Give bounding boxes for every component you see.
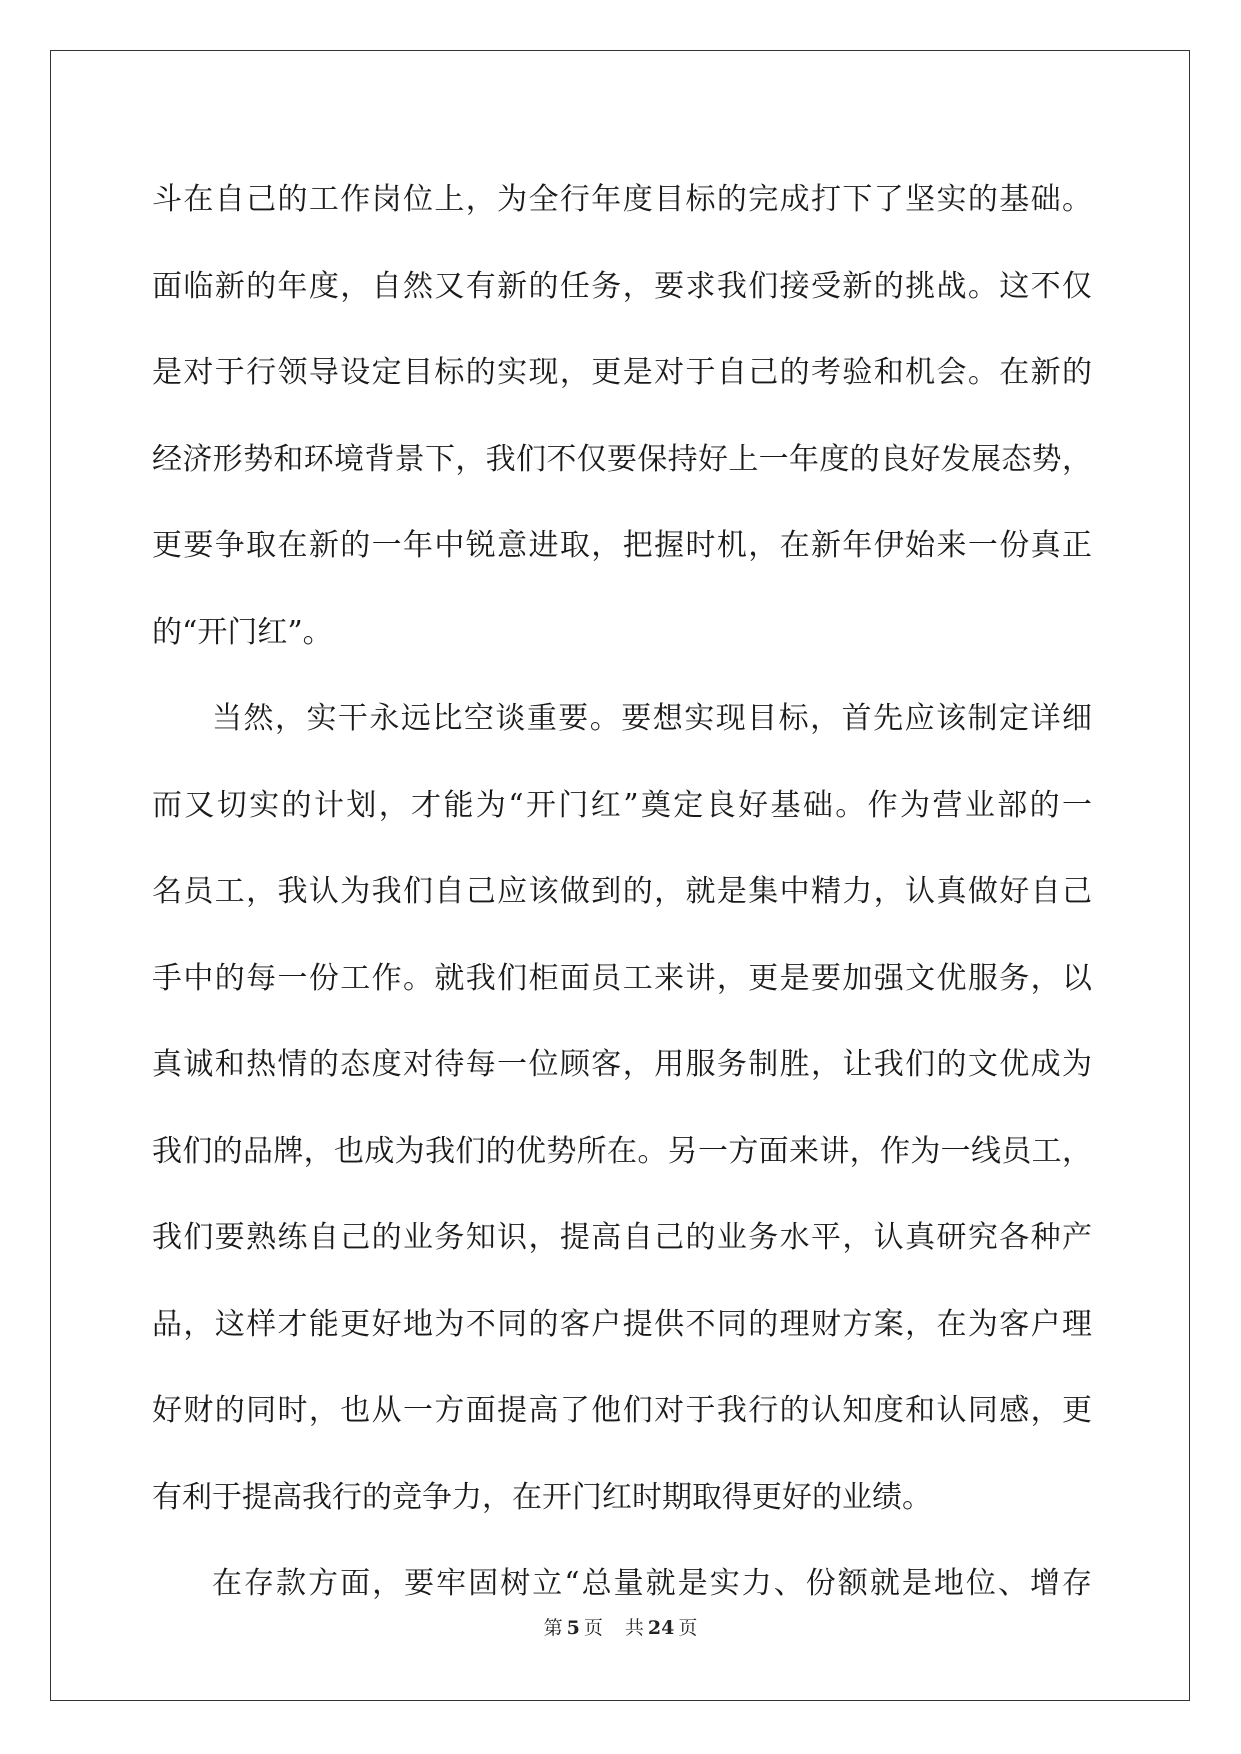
total-prefix: 共 — [624, 1617, 644, 1639]
text-line: 经济形势和环境背景下，我们不仅要保持好上一年度的良好发展态势， — [152, 441, 1092, 477]
text-line: 手中的每一份工作。就我们柜面员工来讲，更是要加强文优服务，以 — [152, 960, 1092, 996]
page-suffix: 页 — [583, 1617, 603, 1639]
text-line: 而又切实的计划，才能为“开门红”奠定良好基础。作为营业部的一 — [152, 787, 1092, 823]
text-line: 斗在自己的工作岗位上，为全行年度目标的完成打下了坚实的基础。 — [152, 182, 1092, 217]
text-line: 更要争取在新的一年中锐意进取，把握时机，在新年伊始来一份真正 — [152, 528, 1092, 563]
document-body — [152, 170, 1092, 1641]
text-line: 我们的品牌，也成为我们的优势所在。另一方面来讲，作为一线员工， — [152, 1133, 1092, 1169]
text-line: 在存款方面，要牢固树立“总量就是实力、份额就是地位、增存 — [212, 1566, 1092, 1601]
text-line: 的“开门红”。 — [152, 614, 333, 650]
total-pages: 24 — [647, 1617, 675, 1639]
text-line: 品，这样才能更好地为不同的客户提供不同的理财方案，在为客户理 — [152, 1306, 1092, 1342]
text-line: 名员工，我认为我们自己应该做到的，就是集中精力，认真做好自己 — [152, 874, 1092, 909]
page-footer — [0, 1613, 1241, 1640]
text-line: 真诚和热情的态度对待每一位顾客，用服务制胜，让我们的文优成为 — [152, 1047, 1092, 1082]
text-line: 有利于提高我行的竞争力，在开门红时期取得更好的业绩。 — [152, 1479, 932, 1515]
text-line: 是对于行领导设定目标的实现，更是对于自己的考验和机会。在新的 — [152, 355, 1092, 390]
page-prefix: 第 — [543, 1617, 563, 1639]
text-line: 当然，实干永远比空谈重要。要想实现目标，首先应该制定详细 — [212, 701, 1092, 736]
page-number: 5 — [566, 1617, 580, 1639]
text-line: 我们要熟练自己的业务知识，提高自己的业务水平，认真研究各种产 — [152, 1220, 1092, 1255]
text-line: 面临新的年度，自然又有新的任务，要求我们接受新的挑战。这不仅 — [152, 268, 1092, 304]
text-line: 好财的同时，也从一方面提高了他们对于我行的认知度和认同感，更 — [152, 1393, 1092, 1428]
total-suffix: 页 — [678, 1617, 698, 1639]
